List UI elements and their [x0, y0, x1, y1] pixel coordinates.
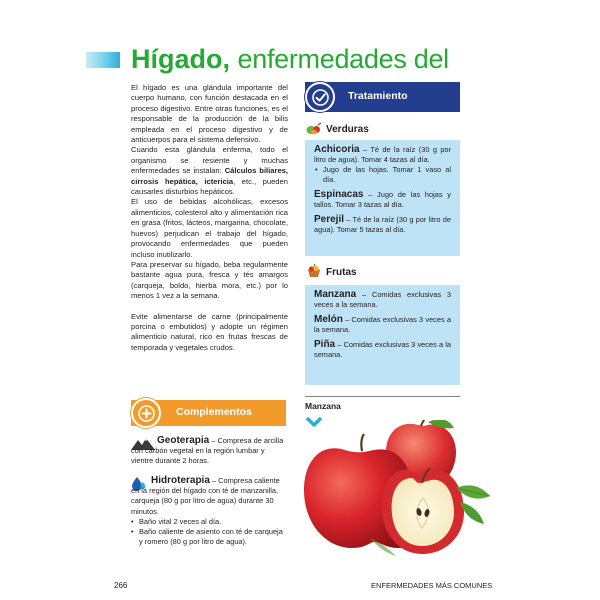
verduras-box [305, 140, 460, 256]
list-item: Piña – Comidas exclusivas 3 veces a la semana. [314, 339, 451, 359]
intro-paragraph-5: Evite alimentarse de carne (principalmente porcina o embutidos) y adopte un régimen alimenticio natural, rico en frutas frescas de temporada y vegetales crudos. [131, 311, 288, 352]
plus-circle-icon [131, 398, 161, 428]
list-item: Perejil – Té de la raíz (30 g por litro de agua). Tomar 5 tazas al día. [314, 214, 451, 234]
caption-divider [305, 396, 460, 397]
title-accent-bar [86, 52, 120, 68]
vegetables-icon [306, 122, 322, 140]
remedy-name: Geoterapia [157, 435, 210, 446]
remedy-name: Piña [314, 339, 336, 350]
intro-paragraph-3: El uso de bebidas alcohólicas, excesos alimenticios, colesterol alto y alimentación rica en grasa (fritos, lácteos, margarina, chocolate, huevos) perjudican el trabajo del hígado, provocando enfermedades que pueden incluso inutilizarlo. [131, 197, 288, 259]
running-footer: ENFERMEDADES MÁS COMUNES [371, 581, 493, 590]
check-icon [305, 82, 335, 112]
remedy-bullet: • Baño caliente de asiento con té de carqueja y romero (80 g por litro de agua). [131, 527, 288, 547]
complementos-label: Complementos [176, 406, 252, 418]
hidroterapia-entry: Hidroterapia – Compresa caliente en la región del hígado con té de manzanilla, carqueja (80 g por litro de agua) durante 30 minutos. • Baño vital 2 veces al día. • Baño caliente de asiento con té de carqueja y romero (80 g por litro de agua). [131, 476, 288, 547]
remedy-name: Espinacas [314, 189, 364, 200]
remedy-bullet: • Jugo de las hojas. Tomar 1 vaso al día. [314, 165, 451, 185]
frutas-heading: Frutas [326, 267, 357, 278]
verduras-heading: Verduras [326, 124, 369, 135]
fruits-icon [306, 264, 322, 283]
tratamiento-label: Tratamiento [348, 90, 408, 102]
apple-illustration [300, 420, 495, 560]
geoterapia-entry: Geoterapia – Compresa de arcilla con carbón vegetal en la región lumbar y vientre durante 2 horas. [131, 435, 284, 466]
title-bold: Hígado, [131, 44, 230, 74]
frutas-box [305, 285, 460, 385]
page-title [131, 43, 449, 75]
disease-list: Cálculos biliares, cirrosis hepática, ictericia [131, 166, 289, 186]
remedy-name: Hidroterapia [151, 475, 210, 486]
remedy-bullet: • Baño vital 2 veces al día. [131, 517, 288, 527]
list-item: Achicoria – Té de la raíz (30 g por litro de agua). Tomar 4 tazas al día. • Jugo de las hojas. Tomar 1 vaso al día. [314, 145, 451, 185]
remedy-name: Perejil [314, 214, 345, 225]
intro-text [131, 83, 288, 353]
intro-paragraph-1: El hígado es una glándula importante del cuerpo humano, con función destacada en el proceso digestivo. Entre otras funciones, es el responsable de la producción de la bilis empleada en el proceso digestivo y de anticuerpos para el sistema defensivo. [131, 83, 288, 145]
intro-paragraph-2: Cuando esta glándula enferma, todo el organismo se resiente y muchas enfermedades se instalan: Cálculos biliares, cirrosis hepática, ictericia, etc., pueden causarles disturbios hepáticos. [131, 145, 289, 197]
list-item: Melón – Comidas exclusivas 3 veces a la semana. [314, 314, 451, 334]
remedy-name: Manzana [314, 289, 357, 300]
intro-paragraph-4: Para preservar su hígado, beba regularmente bastante agua pura, fresca y tés amargos (carqueja, boldo, hierba mora, etc.) por lo menos 1 vez a la semana. [131, 259, 288, 301]
list-item: Manzana – Comidas exclusivas 3 veces a la semana. [314, 289, 451, 309]
remedy-name: Achicoria [314, 144, 360, 155]
image-caption: Manzana [305, 401, 341, 411]
page-number: 266 [114, 581, 128, 590]
list-item: Espinacas – Jugo de las hojas y tallos. Tomar 3 tazas al día. [314, 189, 451, 209]
remedy-name: Melón [314, 314, 343, 325]
title-rest: enfermedades del [237, 44, 449, 74]
